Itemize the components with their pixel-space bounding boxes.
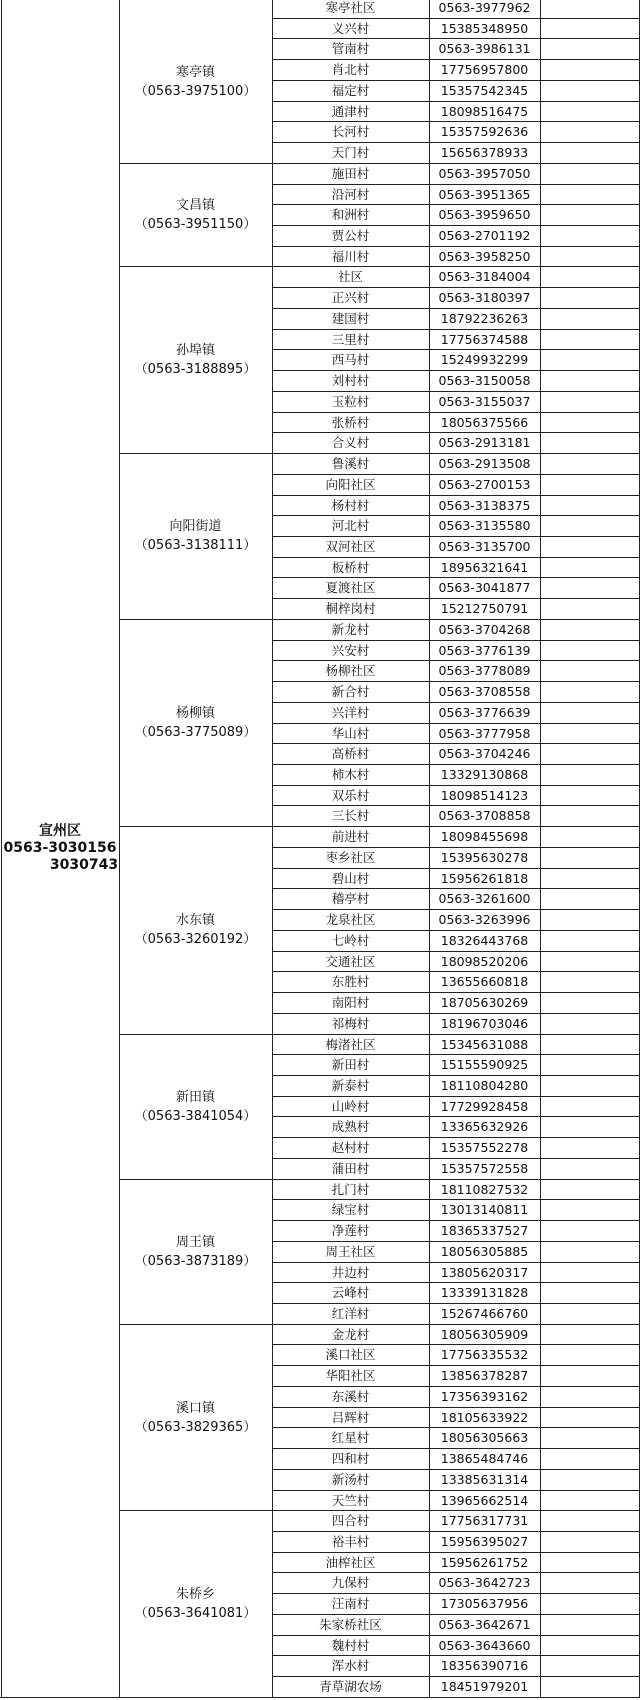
village-phone: 0563-3135580 (438, 518, 531, 533)
village-name: 东溪村 (331, 1389, 370, 1404)
village-phone: 0563-2913181 (438, 435, 531, 450)
village-phone: 13965662514 (440, 1493, 529, 1508)
village-name: 和洲村 (331, 207, 370, 222)
village-name: 新汤村 (331, 1472, 370, 1487)
village-phone: 0563-3951365 (438, 187, 531, 202)
village-phone: 0563-3041877 (438, 580, 531, 595)
village-name: 红星村 (331, 1430, 370, 1445)
village-phone: 13339131828 (440, 1285, 529, 1300)
village-name: 张桥村 (331, 415, 370, 430)
village-phone: 0563-3184004 (438, 269, 531, 284)
table-bottom-border (0, 1697, 640, 1698)
village-phone: 0563-3642723 (438, 1575, 531, 1590)
village-phone: 18056375566 (440, 415, 529, 430)
village-name: 朱家桥社区 (319, 1617, 382, 1632)
village-name: 四和村 (331, 1451, 370, 1466)
village-name: 柿木村 (331, 767, 370, 782)
village-phone: 13655660818 (440, 974, 529, 989)
village-name: 杨柳社区 (325, 663, 376, 678)
village-name: 三长村 (331, 808, 370, 823)
village-phone: 0563-3708558 (438, 684, 531, 699)
town-cell (119, 826, 272, 1033)
town-cell (119, 453, 272, 619)
town-cell (119, 1510, 272, 1697)
village-name: 南阳村 (331, 995, 370, 1010)
village-name: 正兴村 (331, 290, 370, 305)
village-name: 浑水村 (331, 1658, 370, 1673)
village-name: 合义村 (331, 435, 370, 450)
village-phone: 17756957800 (440, 62, 529, 77)
district-phone-1: 0563-3030156 (3, 840, 117, 856)
village-name: 四合村 (331, 1513, 370, 1528)
village-phone: 15155590925 (440, 1057, 529, 1072)
village-name: 施田村 (331, 166, 370, 181)
village-name: 汪南村 (331, 1596, 370, 1611)
village-phone: 13013140811 (440, 1202, 529, 1217)
village-name: 祁梅村 (331, 1016, 370, 1031)
village-phone: 15656378933 (440, 145, 529, 160)
village-phone: 0563-3977962 (438, 0, 531, 15)
village-phone: 0563-2700153 (438, 477, 531, 492)
village-name: 碧山村 (331, 871, 370, 886)
town-name: 周王镇 (175, 1234, 215, 1250)
village-name: 稽亭村 (331, 891, 370, 906)
village-phone: 15956261752 (440, 1555, 529, 1570)
town-phone: （0563-3138111） (134, 538, 257, 553)
village-phone: 18356390716 (440, 1658, 529, 1673)
village-name: 三里村 (331, 332, 370, 347)
village-phone: 0563-3959650 (438, 207, 531, 222)
village-name: 新龙村 (331, 622, 370, 637)
town-phone: （0563-3975100） (134, 83, 257, 99)
village-phone: 15267466760 (440, 1306, 529, 1321)
town-name: 朱桥乡 (175, 1586, 215, 1602)
town-cell (119, 163, 272, 267)
town-phone: （0563-3775089） (134, 724, 257, 740)
village-name: 鲁溪村 (331, 456, 370, 471)
village-phone: 15345631088 (440, 1037, 529, 1052)
village-phone: 17756317731 (440, 1513, 529, 1528)
village-name: 华山村 (331, 726, 370, 741)
village-phone: 0563-3642671 (438, 1617, 531, 1632)
village-phone: 13865484746 (440, 1451, 529, 1466)
village-phone: 13385631314 (440, 1472, 529, 1487)
village-name: 山岭村 (331, 1099, 370, 1114)
village-name: 新泰村 (331, 1078, 370, 1093)
village-phone: 0563-3135700 (438, 539, 531, 554)
village-phone: 18098520206 (440, 954, 529, 969)
village-name: 新田村 (331, 1057, 370, 1072)
village-phone: 0563-3150058 (438, 373, 531, 388)
grid-line-vertical (540, 0, 541, 1697)
village-name: 管南村 (331, 41, 370, 56)
village-name: 福川村 (331, 249, 370, 264)
district-phone-2: 3030743 (49, 857, 119, 873)
village-name: 杨村村 (331, 498, 370, 513)
village-name: 寒亭社区 (325, 0, 376, 15)
village-phone: 17305637956 (440, 1596, 529, 1611)
village-phone: 18196703046 (440, 1016, 529, 1031)
village-phone: 15249932299 (440, 352, 529, 367)
village-name: 成熟村 (331, 1119, 370, 1134)
village-phone: 0563-3986131 (438, 41, 531, 56)
town-name: 杨柳镇 (175, 705, 215, 721)
town-cell (119, 1034, 272, 1179)
village-phone: 18451979201 (440, 1679, 529, 1694)
village-name: 肖北村 (331, 62, 370, 77)
village-phone: 0563-3643660 (438, 1638, 531, 1653)
town-name: 向阳街道 (169, 519, 222, 534)
village-name: 扎门村 (331, 1182, 370, 1197)
village-name: 云峰村 (331, 1285, 370, 1300)
village-phone: 13365632926 (440, 1119, 529, 1134)
village-name: 天竺村 (331, 1493, 370, 1508)
village-name: 长河村 (331, 124, 370, 139)
village-name: 华阳社区 (325, 1368, 376, 1383)
town-cell (119, 0, 272, 163)
village-phone: 18705630269 (440, 995, 529, 1010)
village-phone: 0563-3261600 (438, 891, 531, 906)
village-phone: 18056305909 (440, 1327, 529, 1342)
village-name: 双乐村 (331, 788, 370, 803)
village-name: 沿河村 (331, 187, 370, 202)
village-name: 红洋村 (331, 1306, 370, 1321)
village-phone: 0563-2701192 (438, 228, 531, 243)
village-name: 通津村 (331, 104, 370, 119)
village-name: 社区 (337, 269, 363, 284)
village-name: 井边村 (331, 1265, 370, 1280)
village-phone: 0563-3263996 (438, 912, 531, 927)
village-name: 周王社区 (325, 1244, 376, 1259)
village-name: 兴安村 (331, 643, 370, 658)
town-cell (119, 619, 272, 826)
village-phone: 0563-3957050 (438, 166, 531, 181)
village-phone: 0563-3138375 (438, 498, 531, 513)
village-phone: 13856378287 (440, 1368, 529, 1383)
village-name: 兴洋村 (331, 705, 370, 720)
village-name: 赵村村 (331, 1140, 370, 1155)
town-cell (119, 1179, 272, 1324)
village-name: 高桥村 (331, 746, 370, 761)
village-phone: 17356393162 (440, 1389, 529, 1404)
village-name: 新合村 (331, 684, 370, 699)
village-name: 西马村 (331, 352, 370, 367)
village-name: 吕辉村 (331, 1410, 370, 1425)
village-phone: 15385348950 (440, 21, 529, 36)
village-name: 天门村 (331, 145, 370, 160)
town-name: 孙埠镇 (175, 342, 215, 358)
village-name: 交通社区 (325, 954, 376, 969)
district-cell (1, 0, 119, 1697)
town-phone: （0563-3873189） (134, 1253, 257, 1269)
village-phone: 18956321641 (440, 560, 529, 575)
village-name: 蒲田村 (331, 1161, 370, 1176)
village-phone: 18110827532 (440, 1182, 529, 1197)
village-name: 青草湖农场 (319, 1679, 382, 1694)
village-name: 前进村 (331, 829, 370, 844)
village-phone: 18792236263 (440, 311, 529, 326)
district-name: 宣州区 (39, 823, 81, 839)
village-name: 绿宝村 (331, 1202, 370, 1217)
village-phone: 0563-3776639 (438, 705, 531, 720)
town-name: 文昌镇 (175, 198, 215, 213)
village-phone: 0563-3777958 (438, 726, 531, 741)
village-phone: 18326443768 (440, 933, 529, 948)
town-phone: （0563-3188895） (134, 361, 257, 377)
town-cell (119, 1324, 272, 1511)
village-name: 龙泉社区 (325, 912, 376, 927)
village-name: 桐梓岗村 (325, 601, 376, 616)
village-name: 板桥村 (331, 560, 370, 575)
village-name: 贾公村 (331, 228, 370, 243)
village-name: 夏渡社区 (325, 580, 376, 595)
village-name: 魏村村 (331, 1638, 370, 1653)
town-name: 水东镇 (175, 912, 215, 928)
village-phone: 18110804280 (440, 1078, 529, 1093)
village-name: 油榨社区 (325, 1555, 376, 1570)
village-name: 双河社区 (325, 539, 376, 554)
town-phone: （0563-3260192） (134, 931, 257, 947)
village-phone: 18056305663 (440, 1430, 529, 1445)
village-phone: 0563-3776139 (438, 643, 531, 658)
village-name: 七岭村 (331, 933, 370, 948)
village-phone: 15956395027 (440, 1534, 529, 1549)
town-phone: （0563-3951150） (134, 217, 257, 232)
village-phone: 0563-3704246 (438, 746, 531, 761)
village-phone: 17756335532 (440, 1347, 529, 1362)
village-phone: 13329130868 (440, 767, 529, 782)
village-phone: 0563-3958250 (438, 249, 531, 264)
village-name: 九保村 (331, 1575, 370, 1590)
village-phone: 15357572558 (440, 1161, 529, 1176)
village-phone: 15357552278 (440, 1140, 529, 1155)
village-phone: 13805620317 (440, 1265, 529, 1280)
village-name: 裕丰村 (331, 1534, 370, 1549)
town-name: 寒亭镇 (175, 64, 215, 80)
village-phone: 15956261818 (440, 871, 529, 886)
village-phone: 15357542345 (440, 83, 529, 98)
village-name: 建国村 (331, 311, 370, 326)
village-name: 福定村 (331, 83, 370, 98)
village-phone: 18105633922 (440, 1410, 529, 1425)
village-name: 金龙村 (331, 1327, 370, 1342)
village-phone: 0563-3708858 (438, 808, 531, 823)
village-name: 溪口社区 (325, 1347, 376, 1362)
village-name: 东胜村 (331, 974, 370, 989)
village-name: 河北村 (331, 518, 370, 533)
village-phone: 0563-3778089 (438, 663, 531, 678)
village-name: 玉粒村 (331, 394, 370, 409)
town-phone: （0563-3841054） (134, 1108, 257, 1124)
village-name: 刘村村 (331, 373, 370, 388)
village-phone: 0563-3180397 (438, 290, 531, 305)
town-name: 新田镇 (175, 1089, 215, 1105)
village-phone: 15395630278 (440, 850, 529, 865)
town-phone: （0563-3641081） (134, 1605, 257, 1621)
village-name: 向阳社区 (325, 477, 376, 492)
town-cell (119, 266, 272, 453)
village-name: 净莲村 (331, 1223, 370, 1238)
village-phone: 18365337527 (440, 1223, 529, 1238)
village-phone: 17729928458 (440, 1099, 529, 1114)
village-phone: 18056305885 (440, 1244, 529, 1259)
village-phone: 0563-3155037 (438, 394, 531, 409)
town-phone: （0563-3829365） (134, 1419, 257, 1435)
village-name: 梅渚社区 (325, 1037, 376, 1052)
village-phone: 18098516475 (440, 104, 529, 119)
village-phone: 0563-2913508 (438, 456, 531, 471)
village-phone: 15357592636 (440, 124, 529, 139)
village-phone: 0563-3704268 (438, 622, 531, 637)
village-name: 义兴村 (331, 21, 370, 36)
village-phone: 18098514123 (440, 788, 529, 803)
village-phone: 18098455698 (440, 829, 529, 844)
town-name: 溪口镇 (175, 1400, 215, 1416)
village-phone: 15212750791 (440, 601, 529, 616)
village-name: 枣乡社区 (325, 850, 376, 865)
village-phone: 17756374588 (440, 332, 529, 347)
